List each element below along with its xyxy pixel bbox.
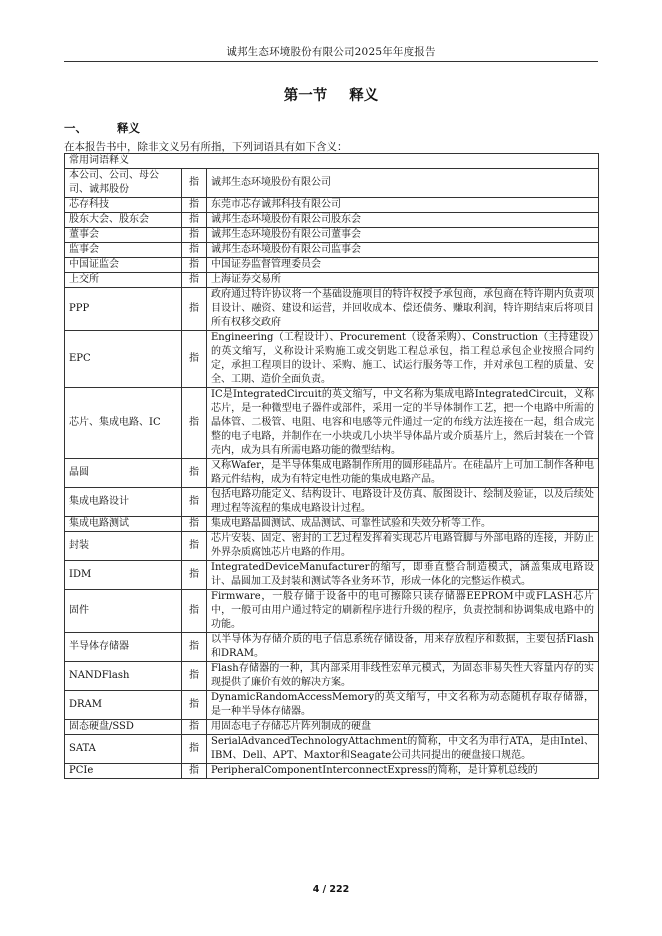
subsection-heading — [64, 120, 140, 136]
definition-cell: 诚邦生态环境股份有限公司股东会 — [207, 213, 599, 228]
term-cell: 董事会 — [65, 228, 182, 243]
term-cell: 集成电路设计 — [65, 488, 182, 517]
term-cell: 中国证监会 — [65, 258, 182, 273]
table-row — [65, 590, 599, 633]
table-row — [65, 459, 599, 488]
term-cell: 封装 — [65, 532, 182, 561]
subsection-title: 释义 — [117, 121, 140, 135]
table-row — [65, 258, 599, 273]
term-cell: DRAM — [65, 691, 182, 720]
table-row — [65, 662, 599, 691]
link-word-cell: 指 — [182, 633, 207, 662]
definition-cell: 政府通过特许协议将一个基础设施项目的特许权授予承包商，承包商在特许期内负责项目设计、融资、建设和运营，并回收成本、偿还债务、赚取利润，特许期结束后将项目所有权移交政府 — [207, 288, 599, 331]
table-row — [65, 532, 599, 561]
definition-cell: Engineering（工程设计）、Procurement（设备采购）、Construction（主持建设）的英文缩写，义称设计采购施工或交钥匙工程总承包，指工程总承包企业按照合同约定，承担工程项目的设计、采购、施工、试运行服务等工作，并对承包工程的质量、安全、工期、造价全面负责。 — [207, 331, 599, 388]
link-word-cell: 指 — [182, 691, 207, 720]
section-name: 释义 — [349, 88, 379, 104]
definition-cell: 又称Wafer，是半导体集成电路制作所用的圆形硅晶片。在硅晶片上可加工制作各种电路元件结构，成为有特定电性功能的集成电路产品。 — [207, 459, 599, 488]
term-cell: SATA — [65, 735, 182, 764]
definition-cell: 包括电路功能定义、结构设计、电路设计及仿真、版图设计、绘制及验证，以及后续处理过程等流程的集成电路设计过程。 — [207, 488, 599, 517]
definition-cell: Firmware，一般存储于设备中的电可擦除只读存储器EEPROM中或FLASH芯片中，一般可由用户通过特定的刷新程序进行升级的程序，负责控制和协调集成电路中的功能。 — [207, 590, 599, 633]
table-row — [65, 228, 599, 243]
definition-cell: IntegratedDeviceManufacturer的缩写，即垂直整合制造模式，涵盖集成电路设计、晶圆加工及封装和测试等各业务环节，形成一体化的完整运作模式。 — [207, 561, 599, 590]
table-row — [65, 273, 599, 288]
term-cell: 半导体存储器 — [65, 633, 182, 662]
page-header: 诚邦生态环境股份有限公司2025年年度报告 — [226, 46, 436, 58]
table-row — [65, 331, 599, 388]
table-row — [65, 561, 599, 590]
definition-cell: 诚邦生态环境股份有限公司监事会 — [207, 243, 599, 258]
section-number: 第一节 — [283, 88, 328, 104]
table-row — [65, 243, 599, 258]
table-caption-row — [65, 154, 599, 169]
table-row — [65, 388, 599, 459]
link-word-cell: 指 — [182, 258, 207, 273]
term-cell: NANDFlash — [65, 662, 182, 691]
header-divider — [64, 61, 598, 62]
link-word-cell: 指 — [182, 459, 207, 488]
link-word-cell: 指 — [182, 532, 207, 561]
link-word-cell: 指 — [182, 169, 207, 198]
table-row — [65, 764, 599, 779]
link-word-cell: 指 — [182, 288, 207, 331]
link-word-cell: 指 — [182, 331, 207, 388]
page-number: 4 / 222 — [312, 884, 350, 895]
link-word-cell: 指 — [182, 561, 207, 590]
definition-cell: 诚邦生态环境股份有限公司董事会 — [207, 228, 599, 243]
definition-cell: SerialAdvancedTechnologyAttachment的简称，中文名为串行ATA，是由Intel、IBM、Dell、APT、Maxtor和Seagate公司共同提出的硬盘接口规范。 — [207, 735, 599, 764]
term-cell: 上交所 — [65, 273, 182, 288]
term-cell: IDM — [65, 561, 182, 590]
term-cell: 芯存科技 — [65, 198, 182, 213]
table-row — [65, 213, 599, 228]
term-cell: PPP — [65, 288, 182, 331]
definition-cell: 以半导体为存储介质的电子信息系统存储设备，用来存放程序和数据，主要包括Flash和DRAM。 — [207, 633, 599, 662]
definition-cell: DynamicRandomAccessMemory的英文缩写，中文名称为动态随机存取存储器，是一种半导体存储器。 — [207, 691, 599, 720]
table-row — [65, 720, 599, 735]
term-cell: 芯片、集成电路、IC — [65, 388, 182, 459]
table-row — [65, 633, 599, 662]
table-row — [65, 735, 599, 764]
link-word-cell: 指 — [182, 735, 207, 764]
definition-cell: 集成电路晶圆测试、成品测试、可靠性试验和失效分析等工作。 — [207, 517, 599, 532]
definition-cell: 芯片安装、固定、密封的工艺过程发挥着实现芯片电路管脚与外部电路的连接，并防止外界杂质腐蚀芯片电路的作用。 — [207, 532, 599, 561]
table-caption: 常用词语释义 — [65, 154, 599, 169]
term-cell: PCIe — [65, 764, 182, 779]
definition-cell: 中国证券监督管理委员会 — [207, 258, 599, 273]
term-cell: 本公司、公司、母公司、诚邦股份 — [65, 169, 182, 198]
definitions-table — [64, 153, 599, 779]
link-word-cell: 指 — [182, 590, 207, 633]
term-cell: 股东大会、股东会 — [65, 213, 182, 228]
term-cell: 固态硬盘/SSD — [65, 720, 182, 735]
table-row — [65, 488, 599, 517]
definition-cell: IC是IntegratedCircuit的英文缩写，中文名称为集成电路IntegratedCircuit，义称芯片，是一种微型电子器件或部件，采用一定的半导体制作工艺，把一个电路中所需的晶体管、二极管、电阻、电容和电感等元件通过一定的布线方法连接在一起，组合成完整的电子电路，并制作在一小块或几小块半导体晶片或介质基片上，然后封装在一个管壳内，成为具有所需电路功能的微型结构。 — [207, 388, 599, 459]
table-row — [65, 517, 599, 532]
table-row — [65, 169, 599, 198]
definition-cell: 东莞市芯存诚邦科技有限公司 — [207, 198, 599, 213]
term-cell: 集成电路测试 — [65, 517, 182, 532]
section-title — [0, 84, 662, 105]
term-cell: EPC — [65, 331, 182, 388]
term-cell: 晶圆 — [65, 459, 182, 488]
link-word-cell: 指 — [182, 388, 207, 459]
definition-cell: 上海证券交易所 — [207, 273, 599, 288]
definition-cell: 诚邦生态环境股份有限公司 — [207, 169, 599, 198]
table-row — [65, 198, 599, 213]
subsection-number: 一、 — [64, 121, 87, 135]
link-word-cell: 指 — [182, 213, 207, 228]
link-word-cell: 指 — [182, 198, 207, 213]
table-row — [65, 288, 599, 331]
term-cell: 固件 — [65, 590, 182, 633]
link-word-cell: 指 — [182, 488, 207, 517]
definition-cell: Flash存储器的一种，其内部采用非线性宏单元模式，为固态非易失性大容量内存的实现提供了廉价有效的解决方案。 — [207, 662, 599, 691]
table-row — [65, 691, 599, 720]
link-word-cell: 指 — [182, 228, 207, 243]
link-word-cell: 指 — [182, 273, 207, 288]
term-cell: 监事会 — [65, 243, 182, 258]
link-word-cell: 指 — [182, 517, 207, 532]
definition-cell: PeripheralComponentInterconnectExpress的简称，是计算机总线的 — [207, 764, 599, 779]
definitions-table-body — [65, 154, 599, 779]
definition-cell: 用固态电子存储芯片阵列制成的硬盘 — [207, 720, 599, 735]
link-word-cell: 指 — [182, 662, 207, 691]
link-word-cell: 指 — [182, 764, 207, 779]
link-word-cell: 指 — [182, 720, 207, 735]
intro-text: 在本报告书中，除非文义另有所指，下列词语具有如下含义： — [64, 141, 348, 153]
link-word-cell: 指 — [182, 243, 207, 258]
